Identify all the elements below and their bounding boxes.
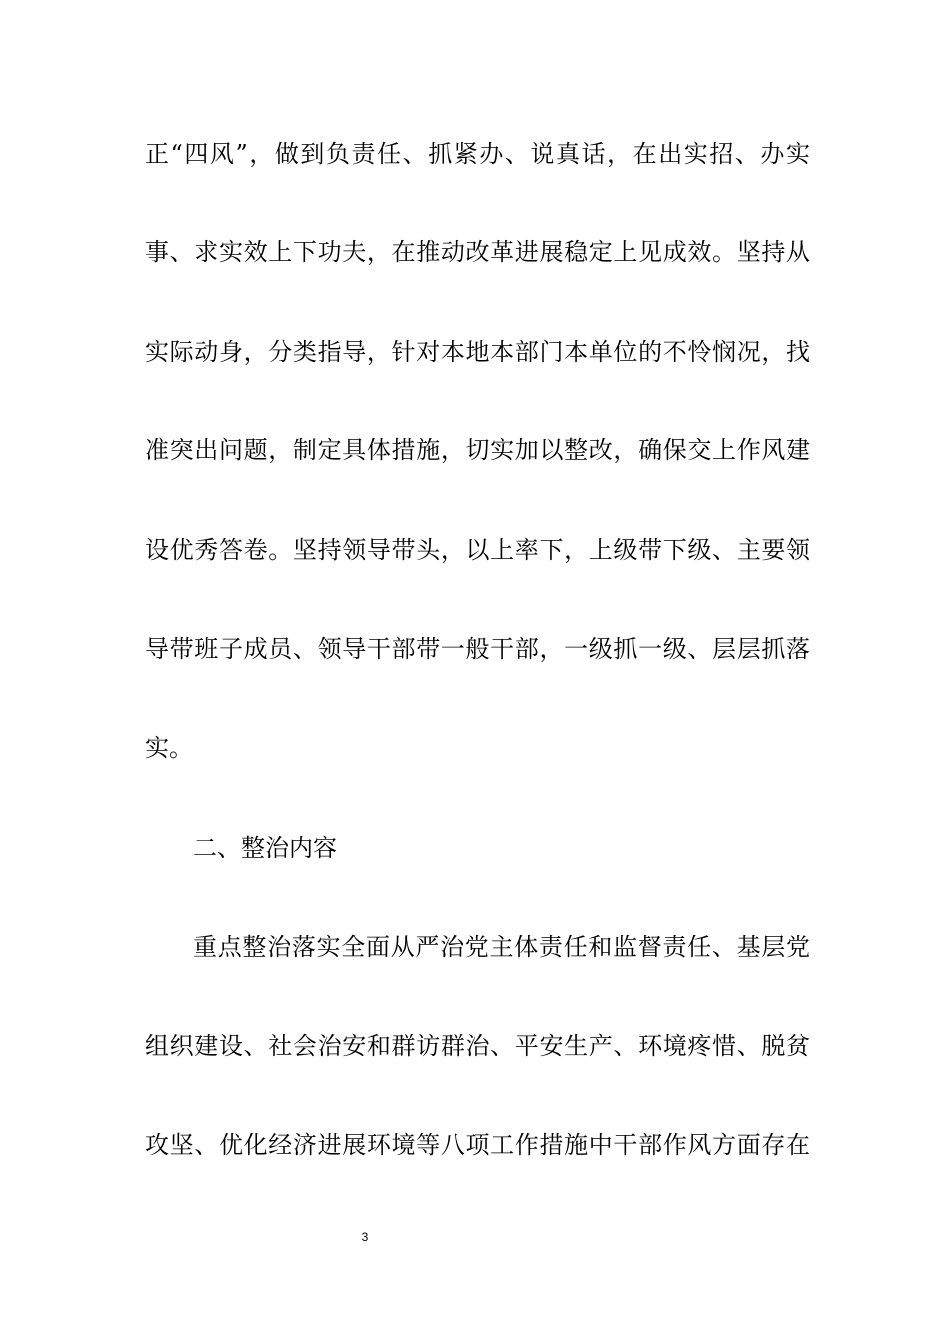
paragraph-1-line-6: 导带班子成员、领导干部带一般干部，一级抓一级、层层抓落 bbox=[145, 635, 810, 663]
paragraph-1-line-2: 事、求实效上下功夫，在推动改革进展稳定上见成效。坚持从 bbox=[145, 238, 810, 266]
section-heading: 二、整治内容 bbox=[193, 834, 337, 862]
paragraph-1-line-4: 准突出问题，制定具体措施，切实加以整改，确保交上作风建 bbox=[145, 436, 810, 464]
paragraph-2-line-2: 组织建设、社会治安和群访群治、平安生产、环境疼惜、脱贫 bbox=[145, 1032, 810, 1060]
paragraph-2-line-1: 重点整治落实全面从严治党主体责任和监督责任、基层党 bbox=[193, 933, 810, 961]
paragraph-1-line-3: 实际动身，分类指导，针对本地本部门本单位的不怜悯况，找 bbox=[145, 338, 810, 366]
paragraph-1-line-7: 实。 bbox=[145, 734, 193, 762]
page-number: 3 bbox=[361, 1230, 369, 1244]
paragraph-2-line-3: 攻坚、优化经济进展环境等八项工作措施中干部作风方面存在 bbox=[145, 1131, 810, 1159]
paragraph-1-line-5: 设优秀答卷。坚持领导带头，以上率下，上级带下级、主要领 bbox=[145, 536, 810, 564]
paragraph-1-line-1: 正“四风”，做到负责任、抓紧办、说真话，在出实招、办实 bbox=[145, 140, 810, 168]
